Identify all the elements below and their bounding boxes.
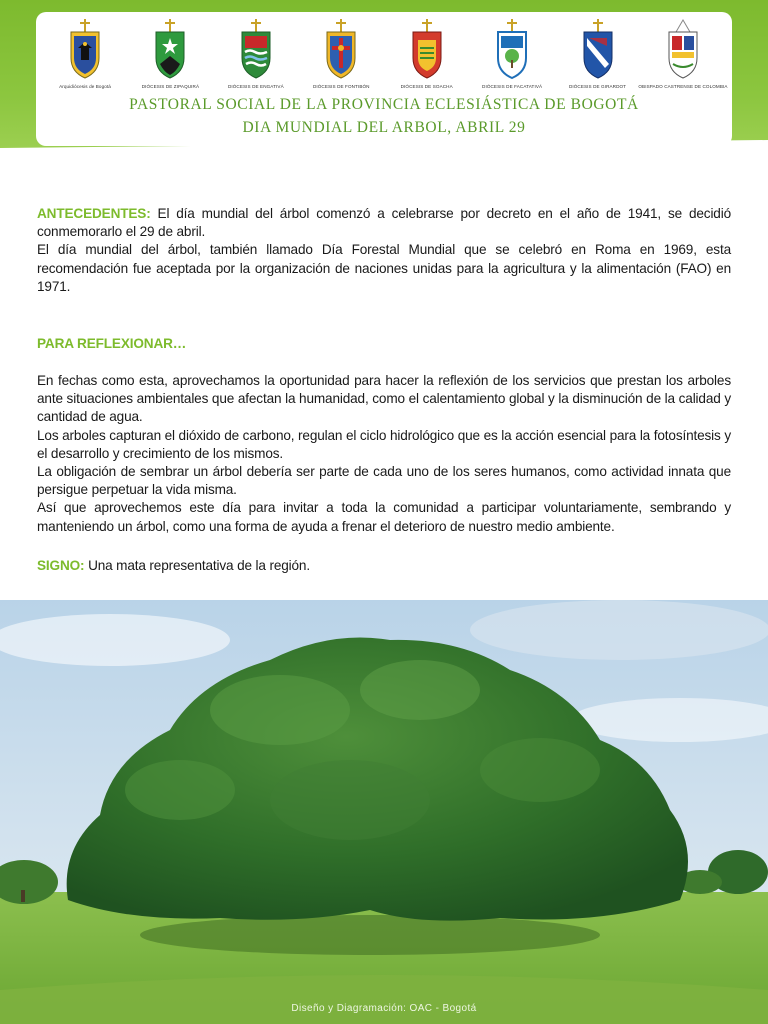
signo-label: SIGNO:	[37, 558, 85, 573]
design-credit: Diseño y Diagramación: OAC - Bogotá	[291, 1003, 477, 1014]
diocese-zipaquira	[131, 18, 209, 89]
tree-illustration	[0, 600, 768, 1024]
signo-paragraph	[37, 557, 731, 575]
diocese-name: Arquidiócesis de Bogotá	[59, 84, 111, 89]
diocese-name: DIÓCESIS DE FACATATIVÁ	[482, 84, 543, 89]
mitre-shield-icon	[663, 18, 703, 82]
antecedentes-label: ANTECEDENTES:	[37, 206, 151, 221]
diocese-name: OBISPADO CASTRENSE DE COLOMBIA	[638, 84, 728, 89]
reflexion-paragraph-4: Así que aprovechemos este día para invitar a toda la comunidad a participar voluntariamente, sembrando y manteniendo un árbol, como una forma de ayuda a frenar el deterioro de nuestro medio ambiente.	[37, 500, 731, 534]
diocese-name: DIÓCESIS DE SOACHA	[400, 84, 453, 89]
diocese-engativa	[217, 18, 295, 89]
reflexion-paragraph-1: En fechas como esta, aprovechamos la oportunidad para hacer la reflexión de los servicios que prestan los arboles ante situaciones ambientales que afectan la humanidad, como el calentamiento global y la disminución de la calidad y cantidad de agua.	[37, 373, 731, 425]
reflexion-paragraph-2: Los arboles capturan el dióxido de carbono, regulan el ciclo hidrológico que es la acción esencial para la fotosíntesis y el desarrollo y crecimiento de los mismos.	[37, 427, 731, 461]
eagle-shield-icon	[65, 18, 105, 82]
reflexionar-section	[37, 372, 731, 536]
diocese-bogota	[46, 18, 124, 89]
diocese-girardot	[559, 18, 637, 89]
header-title-line-2: DIA MUNDIAL DEL ARBOL, ABRIL 29	[242, 119, 526, 136]
tree-shield-icon	[492, 18, 532, 82]
signo-section	[37, 557, 731, 575]
field-shield-icon	[407, 18, 447, 82]
diocese-facatativa	[473, 18, 551, 89]
bend-shield-icon	[578, 18, 618, 82]
cross-shield-icon	[321, 18, 361, 82]
tree-photo	[0, 600, 768, 1024]
header-title-line-1: PASTORAL SOCIAL DE LA PROVINCIA ECLESIÁSTICA DE BOGOTÁ	[129, 96, 639, 113]
antecedentes-text-2: El día mundial del árbol, también llamado Día Forestal Mundial que se celebró en Roma en 1969, esta recomendación fue aceptada por la organización de naciones unidas para la agricultura y la alimentación (FAO) en 1971.	[37, 242, 731, 294]
reflexionar-label: PARA REFLEXIONAR…	[37, 336, 187, 351]
antecedentes-text-1: El día mundial del árbol comenzó a celebrarse por decreto en el año de 1941, se decidió conmemorarlo el 29 de abril.	[37, 206, 731, 240]
header-card	[36, 12, 732, 146]
diocese-fontibon	[302, 18, 380, 89]
reflexionar-heading	[37, 335, 731, 353]
star-mountain-shield-icon	[150, 18, 190, 82]
diocese-castrense	[638, 18, 728, 89]
signo-text: Una mata representativa de la región.	[84, 558, 310, 573]
antecedentes-section	[37, 205, 731, 296]
diocese-name: DIÓCESIS DE ZIPAQUIRÁ	[141, 84, 200, 89]
antecedentes-paragraph	[37, 205, 731, 241]
diocese-name: DIÓCESIS DE GIRARDOT	[568, 84, 627, 89]
diocese-logo-row	[46, 18, 728, 98]
diocese-name: DIÓCESIS DE FONTIBÓN	[312, 84, 370, 89]
diocese-soacha	[388, 18, 466, 89]
diocese-name: DIÓCESIS DE ENGATIVÁ	[227, 84, 284, 89]
reflexion-paragraph-3: La obligación de sembrar un árbol debería ser parte de cada uno de los seres humanos, como actividad innata que persigue perpetuar la vida misma.	[37, 464, 731, 498]
wave-shield-icon	[236, 18, 276, 82]
